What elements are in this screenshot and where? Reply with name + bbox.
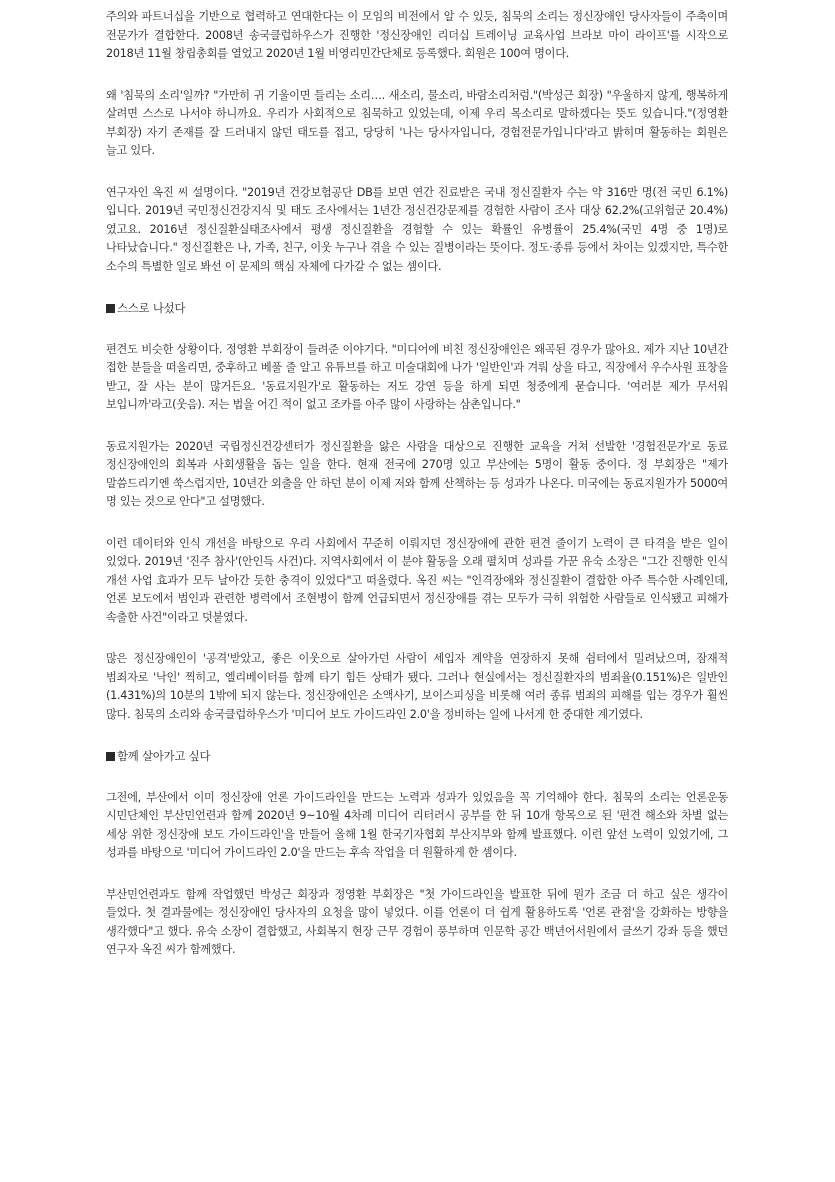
article-body bbox=[106, 8, 728, 983]
square-bullet-icon bbox=[106, 304, 115, 313]
section-heading-2-text: 함께 살아가고 싶다 bbox=[117, 749, 211, 763]
paragraph-guideline-history: 그전에, 부산에서 이미 정신장애 언론 가이드라인을 만드는 노력과 성과가 있었음을 꼭 기억해야 한다. 침묵의 소리는 언론운동 시민단체인 부산민언련과 함께 2020년 9~10월 4차례 미디어 리터러시 공부를 한 뒤 10개 항목으로 된 '편견 해소와 차별 없는 세상 위한 정신장애 보도 가이드라인'을 만들어 올해 1월 한국기자협회 부산지부와 함께 발표했다. 이런 앞선 노력이 있었기에, 그 성과를 바탕으로 '미디어 가이드라인 2.0'을 만드는 후속 작업을 더 원활하게 한 셈이다. bbox=[106, 790, 728, 859]
square-bullet-icon bbox=[106, 752, 115, 761]
section-heading-2 bbox=[106, 747, 728, 766]
paragraph-guideline-collaborators: 부산민언련과도 함께 작업했던 박성근 회장과 정영환 부회장은 "첫 가이드라인을 발표한 뒤에 뭔가 조금 더 하고 싶은 생각이 들었다. 첫 결과물에는 정신장애인 당사자의 요청을 많이 넣었다. 이를 언론이 더 쉽게 활용하도록 '언론 관점'을 강화하는 방향을 생각했다"고 했다. 유숙 소장이 결합했고, 사회복지 현장 근무 경험이 풍부하며 인문학 공간 백년어서원에서 글쓰기 강좌 등을 했던 연구자 옥진 씨가 함께했다. bbox=[106, 887, 728, 956]
paragraph-peer-supporter: 동료지원가는 2020년 국립정신건강센터가 정신질환을 앓은 사람을 대상으로 진행한 교육을 거쳐 선발한 '경험전문가'로 동료 정신장애인의 회복과 사회생활을 돕는 일을 한다. 현재 전국에 270명 있고 부산에는 5명이 활동 중이다. 정 부회장은 "제가 말씀드리기엔 쑥스럽지만, 10년간 외출을 안 하던 분이 이제 저와 함께 산책하는 등 성과가 나온다. 미국에는 동료지원가가 5000여 명 있는 것으로 안다"고 설명했다. bbox=[106, 439, 728, 508]
section-heading-1-text: 스스로 나섰다 bbox=[117, 301, 186, 315]
paragraph-prejudice: 편견도 비슷한 상황이다. 정영환 부회장이 들려준 이야기다. "미디어에 비친 정신장애인은 왜곡된 경우가 많아요. 제가 지난 10년간 접한 분들을 떠올리면, 중후하고 베풀 줄 알고 유튜브를 하고 미술대회에 나가 '일반인'과 겨뤄 상을 타고, 직장에서 우수사원 표창을 받고, 잘 사는 분이 많거든요. '동료지원가'로 활동하는 저도 강연 등을 하게 되면 청중에게 묻습니다. '여러분 제가 무서워 보입니까'라고(웃음). 저는 법을 어긴 적이 없고 조카를 아주 많이 사랑하는 삼촌입니다." bbox=[106, 342, 728, 411]
paragraph-jinju-incident: 이런 데이터와 인식 개선을 바탕으로 우리 사회에서 꾸준히 이뤄지던 정신장애에 관한 편견 줄이기 노력이 큰 타격을 받은 일이 있었다. 2019년 '진주 참사'(안인득 사건)다. 지역사회에서 이 분야 활동을 오래 펼치며 성과를 가꾼 유숙 소장은 "그간 진행한 인식 개선 사업 효과가 모두 날아간 듯한 충격이 있었다"고 떠올렸다. 옥진 씨는 "인격장애와 정신질환이 결합한 아주 특수한 사례인데, 언론 보도에서 범인과 관련한 병력에서 조현병이 함께 언급되면서 정신장애를 겪는 모두가 극히 위험한 사람들로 인식됐고 피해가 속출한 사건"이라고 덧붙였다. bbox=[106, 536, 728, 624]
paragraph-crime-rate: 많은 정신장애인이 '공격'받았고, 좋은 이웃으로 살아가던 사람이 세입자 계약을 연장하지 못해 쉼터에서 밀려났으며, 잠재적 범죄자로 '낙인' 찍히고, 엘리베이터를 함께 타기 힘든 상태가 됐다. 그러나 현실에서는 정신질환자의 범죄율(0.151%)은 일반인(1.431%)의 10분의 1밖에 되지 않는다. 정신장애인은 소액사기, 보이스피싱을 비롯해 여러 종류 범죄의 피해를 입는 경우가 훨씬 많다. 침묵의 소리와 송국클럽하우스가 '미디어 보도 가이드라인 2.0'을 정비하는 일에 나서게 한 중대한 계기였다. bbox=[106, 652, 728, 721]
paragraph-researcher-stats: 연구자인 옥진 씨 설명이다. "2019년 건강보험공단 DB를 보면 연간 진료받은 국내 정신질환자 수는 약 316만 명(전 국민 6.1%)입니다. 2019년 국민정신건강지식 및 태도 조사에서는 1년간 정신건강문제를 경험한 사람이 조사 대상 62.2%(고위험군 20.4%)였고요. 2016년 정신질환실태조사에서 평생 정신질환을 경험할 수 있는 확률인 유병률이 25.4%(국민 4명 중 1명)로 나타났습니다." 정신질환은 나, 가족, 친구, 이웃 누구나 겪을 수 있는 질병이라는 뜻이다. 정도·종류 등에서 차이는 있겠지만, 특수한 소수의 특별한 일로 봐선 이 문제의 핵심 자체에 다가갈 수 없는 셈이다. bbox=[106, 185, 728, 273]
paragraph-name-meaning: 왜 '침묵의 소리'일까? "가만히 귀 기울이면 들리는 소리…. 새소리, 물소리, 바람소리처럼."(박성근 회장) "우울하지 않게, 행복하게 살려면 스스로 나서야 하니까요. 우리가 사회적으로 침묵하고 있었는데, 이제 우리 목소리로 말하겠다는 뜻도 있습니다."(정영환 부회장) 자기 존재를 잘 드러내지 않던 태도를 접고, 당당히 '나는 당사자입니다, 경험전문가입니다'라고 밝히며 활동하는 회원은 늘고 있다. bbox=[106, 88, 728, 157]
section-heading-1 bbox=[106, 299, 728, 318]
paragraph-vision: 주의와 파트너십을 기반으로 협력하고 연대한다는 이 모임의 비전에서 알 수 있듯, 침묵의 소리는 정신장애인 당사자들이 주축이며 전문가가 결합한다. 2008년 송국클럽하우스가 진행한 '정신장애인 리더십 트레이닝 교육사업 브라보 마이 라이프'를 시작으로 2018년 11월 창립총회를 열었고 2020년 1월 비영리민간단체로 등록했다. 회원은 100여 명이다. bbox=[106, 10, 728, 60]
